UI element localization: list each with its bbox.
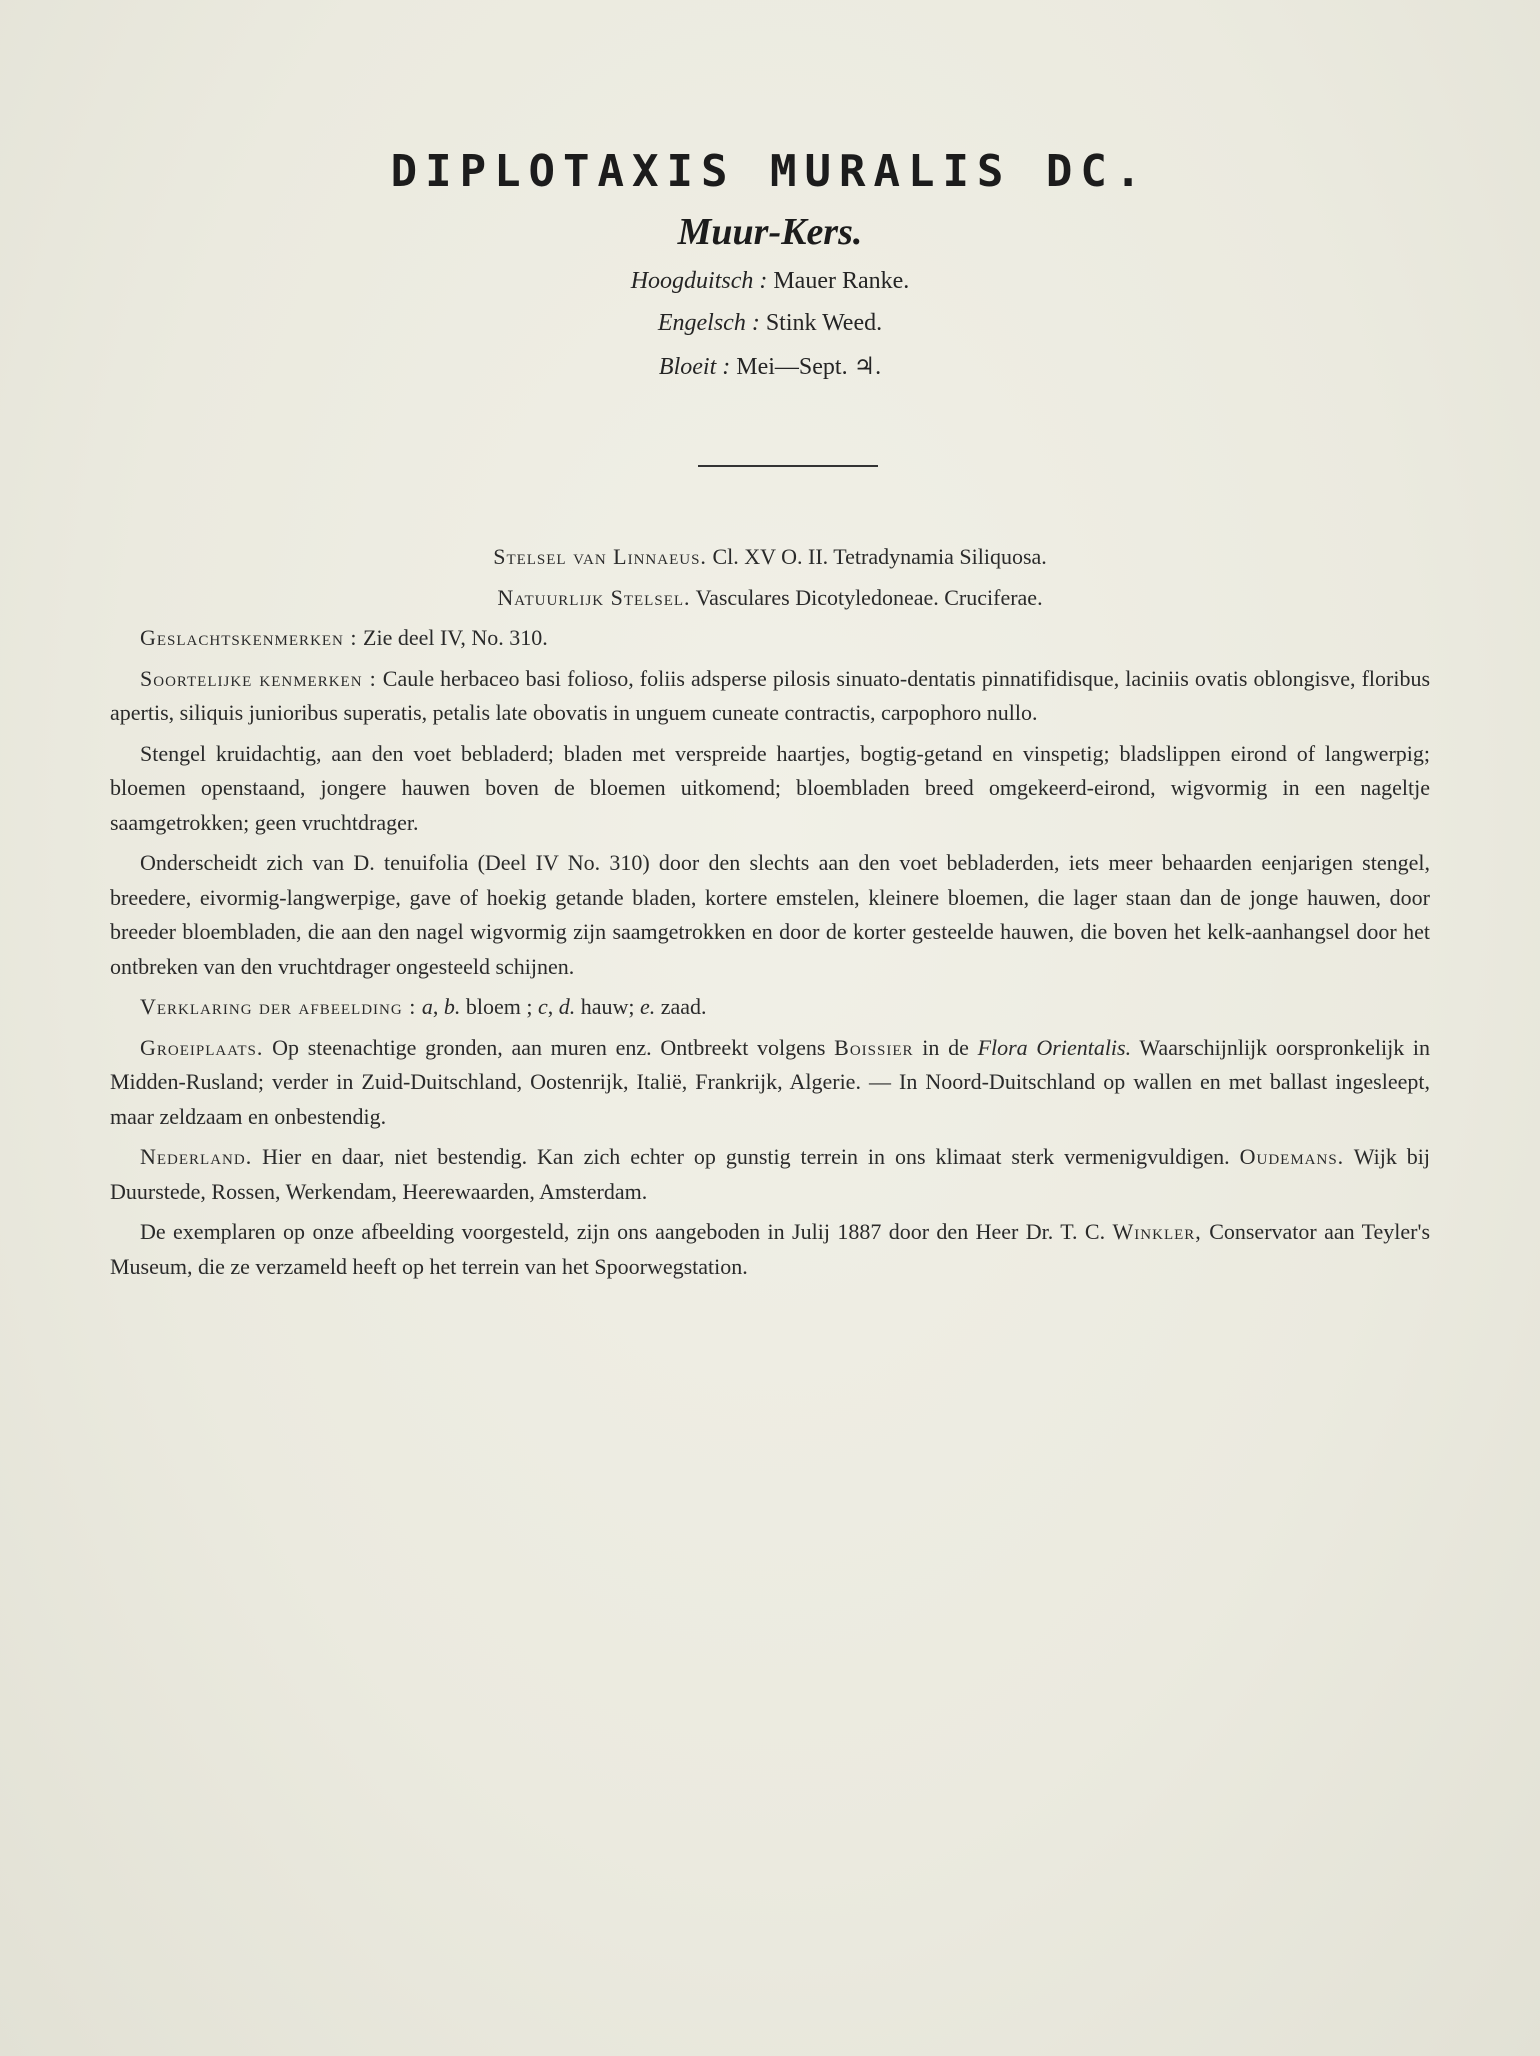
- specimen-text1: De exemplaren op onze afbeelding voorgesteld, zijn ons aangeboden in Julij 1887 door den Heer Dr. T. C.: [140, 1219, 1106, 1244]
- specimen-text2: Conservator aan Teyler's Museum, die ze verzameld heeft op het terrein van het Spoorwegstation.: [110, 1219, 1431, 1279]
- nl-text2: Wijk bij Duurstede, Rossen, Werkendam, Heerewaarden, Amsterdam.: [110, 1144, 1431, 1204]
- english-value: Stink Weed.: [765, 310, 883, 336]
- explanation-a: a: [421, 994, 433, 1019]
- german-label: Hoogduitsch :: [630, 268, 768, 294]
- explanation-e: e.: [639, 994, 656, 1019]
- habitat-boissier: Boissier: [834, 1034, 914, 1060]
- habitat-text2: Waarschijnlijk oorspronkelijk in Midden-Rusland; verder in Zuid-Duitschland, Oostenrijk, Italië, Frankrijk, Algerie. — In Noord-Duitschland op wallen en met ballast ingesleept, maar zeldzaam en onbestendig.: [110, 1034, 1431, 1129]
- netherlands-paragraph: [110, 1140, 1430, 1209]
- habitat-text1: Op steenachtige gronden, aan muren enz. Ontbreekt volgens: [272, 1034, 826, 1060]
- nl-text1: Hier en daar, niet bestendig. Kan zich echter op gunstig terrein in ons klimaat sterk vermenigvuldigen.: [262, 1144, 1230, 1169]
- figure-explanation: Verklaring der afbeelding : a, b. bloem ; c, d. hauw; e. zaad.: [140, 994, 707, 1019]
- german-name-line: [0, 268, 1540, 295]
- natural-text: Vasculares Dicotyledoneae. Cruciferae.: [695, 584, 1043, 610]
- divider-rule: [698, 465, 878, 467]
- distinction-paragraph: Onderscheidt zich van D. tenuifolia (Deel IV No. 310) door den slechts aan den voet bebladerden, iets meer behaarden eenjarigen stengel, breedere, eivormig-langwerpige, gave of hoekig getande bladen, kortere emstelen, kleinere bloemen, die lager staan dan de jonge hauwen, door breeder bloembladen, die aan den nagel wigvormig zijn saamgetrokken en door de korter gesteelde hauwen, die boven het kelk-aanhangsel door het ontbreken van den vruchtdrager ongesteeld schijnen.: [110, 850, 1430, 979]
- linnaeus-text: Cl. XV O. II. Tetradynamia Siliquosa.: [712, 544, 1047, 569]
- species-label: Soortelijke kenmerken :: [140, 665, 377, 691]
- bloom-label: Bloeit :: [658, 354, 731, 380]
- nl-label: Nederland.: [140, 1144, 253, 1169]
- habitat-label: Groeiplaats.: [140, 1034, 264, 1060]
- linnaeus-label: Stelsel van Linnaeus.: [493, 544, 707, 569]
- genus-label: Geslachtskenmerken :: [140, 625, 358, 650]
- document-body: [110, 540, 1430, 1290]
- german-value: Mauer Ranke.: [773, 268, 910, 294]
- english-label: Engelsch :: [657, 310, 760, 336]
- english-name-line: [0, 310, 1540, 337]
- specimen-winkler: Winkler,: [1112, 1219, 1202, 1244]
- page-title: DIPLOTAXIS MURALIS DC.: [390, 146, 1150, 197]
- genus-characteristics: [110, 621, 1430, 656]
- explanation-c: c: [537, 994, 548, 1019]
- explanation-bloem: bloem ;: [465, 994, 533, 1019]
- habitat-in-de: in de: [922, 1034, 969, 1060]
- species-text: Caule herbaceo basi folioso, foliis adsperse pilosis sinuato-dentatis pinnatifidisque, laciniis ovatis oblongisve, floribus apertis, siliquis junioribus superatis, petalis late obovatis in unguem cuneate contractis, carpophoro nullo.: [110, 665, 1431, 725]
- linnaeus-system: [110, 540, 1430, 575]
- natural-label: Natuurlijk Stelsel.: [497, 584, 691, 610]
- explanation-hauw: hauw;: [580, 994, 635, 1019]
- bloom-value: Mei—Sept. ♃.: [736, 354, 882, 380]
- specimen-paragraph: [110, 1215, 1430, 1284]
- description-paragraph: Stengel kruidachtig, aan den voet bebladerd; bladen met verspreide haartjes, bogtig-getand en vinspetig; bladslippen eirond of langwerpig; bloemen openstaand, jongere hauwen boven de bloemen uitkomend; bloembladen breed omgekeerd-eirond, wigvormig in een nageltje saamgetrokken; geen vruchtdrager.: [110, 740, 1430, 835]
- natural-system: [110, 581, 1430, 616]
- habitat-flora: Flora Orientalis.: [977, 1034, 1132, 1060]
- nl-oudemans: Oudemans.: [1239, 1144, 1345, 1169]
- explanation-label: Verklaring der afbeelding :: [140, 994, 417, 1019]
- explanation-zaad: zaad.: [660, 994, 707, 1019]
- bloom-line: [0, 352, 1540, 381]
- species-characteristics: [110, 662, 1430, 731]
- explanation-b: b.: [443, 994, 461, 1019]
- habitat-paragraph: [110, 1031, 1430, 1135]
- common-name: Muur-Kers.: [677, 211, 863, 253]
- explanation-d: d.: [558, 994, 576, 1019]
- genus-text: Zie deel IV, No. 310.: [363, 625, 548, 650]
